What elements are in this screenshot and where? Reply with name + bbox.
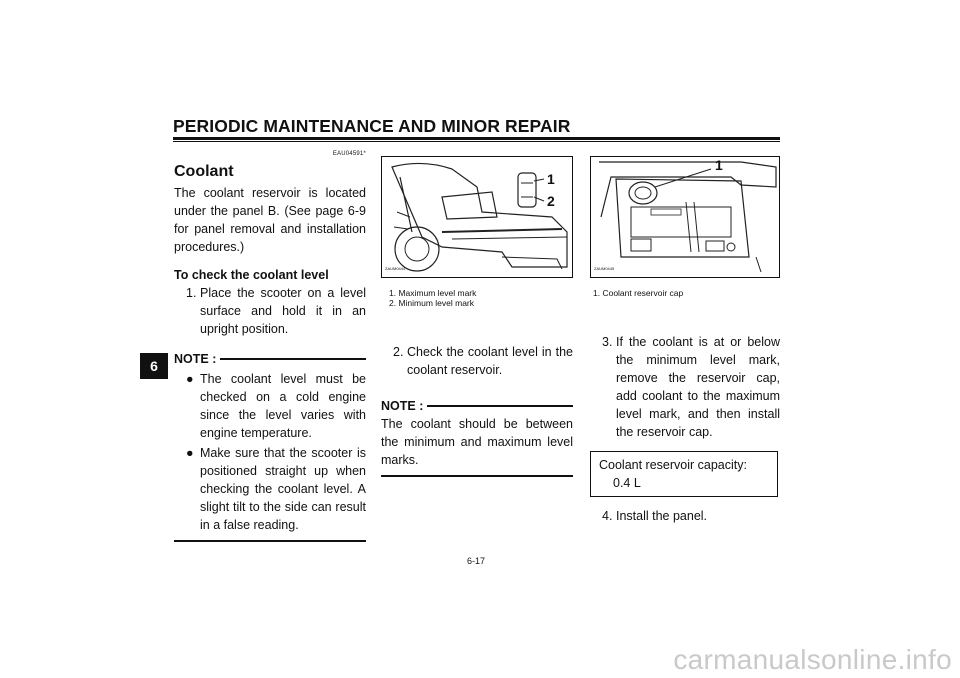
page-number: 6-17 xyxy=(467,556,486,566)
note-rule xyxy=(427,405,573,407)
subheading: To check the coolant level xyxy=(174,268,329,282)
figure-reservoir-cap xyxy=(590,156,780,278)
note-end-rule xyxy=(174,540,366,542)
figure-label-1: 1 xyxy=(547,171,555,187)
step-2-number: 2. xyxy=(393,345,404,359)
figure-code: ZAUM0445 xyxy=(594,266,615,271)
step-2 xyxy=(381,343,573,379)
step-3-text: If the coolant is at or below the minimum level mark, remove the reservoir cap, add coolant to the maximum level mark, and then install the reservoir cap. xyxy=(616,335,780,439)
reservoir-illustration xyxy=(591,157,779,277)
spec-label: Coolant reservoir capacity: xyxy=(599,458,747,472)
note-text: The coolant should be between the minimum and maximum level marks. xyxy=(381,417,573,467)
spec-box xyxy=(590,451,778,497)
scooter-side-illustration xyxy=(382,157,572,277)
step-1-number: 1. xyxy=(186,286,197,300)
column-2 xyxy=(381,343,573,477)
note-bullet-text: Make sure that the scooter is positioned straight up when checking the coolant level. A slight tilt to the side can result in a false reading. xyxy=(200,446,366,532)
header-rule-thin xyxy=(173,141,780,142)
note-bullet xyxy=(174,370,366,442)
note-heading xyxy=(174,350,366,368)
watermark: carmanualsonline.info xyxy=(673,644,952,675)
caption-line: 1. Maximum level mark xyxy=(389,288,477,298)
figure-label-1: 1 xyxy=(715,157,723,173)
step-3 xyxy=(590,333,780,441)
step-1-text: Place the scooter on a level surface and hold it in an upright position. xyxy=(200,286,366,336)
intro-paragraph: The coolant reservoir is located under the panel B. (See page 6-9 for panel removal and installation procedures.) xyxy=(174,186,366,254)
step-4 xyxy=(590,507,780,525)
figure-1-caption xyxy=(389,288,476,308)
note-bullet-text: The coolant level must be checked on a cold engine since the level varies with engine temperature. xyxy=(200,372,366,440)
spec-value: 0.4 L xyxy=(613,476,641,490)
step-2-text: Check the coolant level in the coolant reservoir. xyxy=(407,345,573,377)
page-header-title: PERIODIC MAINTENANCE AND MINOR REPAIR xyxy=(173,116,571,136)
step-1 xyxy=(174,284,366,338)
figure-level-marks xyxy=(381,156,573,278)
column-1 xyxy=(174,150,366,542)
bullet-icon: ● xyxy=(186,446,194,460)
note-end-rule xyxy=(381,475,573,477)
figure-label-2: 2 xyxy=(547,193,555,209)
section-code: EAU04591* xyxy=(332,151,366,157)
caption-line: 2. Minimum level mark xyxy=(389,298,475,308)
header-rule xyxy=(173,137,780,140)
column-3 xyxy=(590,333,780,525)
step-4-number: 4. xyxy=(602,509,613,523)
note-heading xyxy=(381,397,573,415)
section-title: Coolant xyxy=(174,163,234,180)
note-rule xyxy=(220,358,366,360)
step-4-text: Install the panel. xyxy=(616,509,708,523)
note-bullet xyxy=(174,444,366,534)
figure-2-caption xyxy=(593,288,683,298)
note-label: NOTE : xyxy=(174,352,217,366)
bullet-icon: ● xyxy=(186,372,194,386)
caption-line: 1. Coolant reservoir cap xyxy=(593,288,684,298)
step-3-number: 3. xyxy=(602,335,613,349)
note-label: NOTE : xyxy=(381,399,424,413)
figure-code: ZAUM0444 xyxy=(385,266,406,271)
chapter-tab: 6 xyxy=(140,353,168,379)
